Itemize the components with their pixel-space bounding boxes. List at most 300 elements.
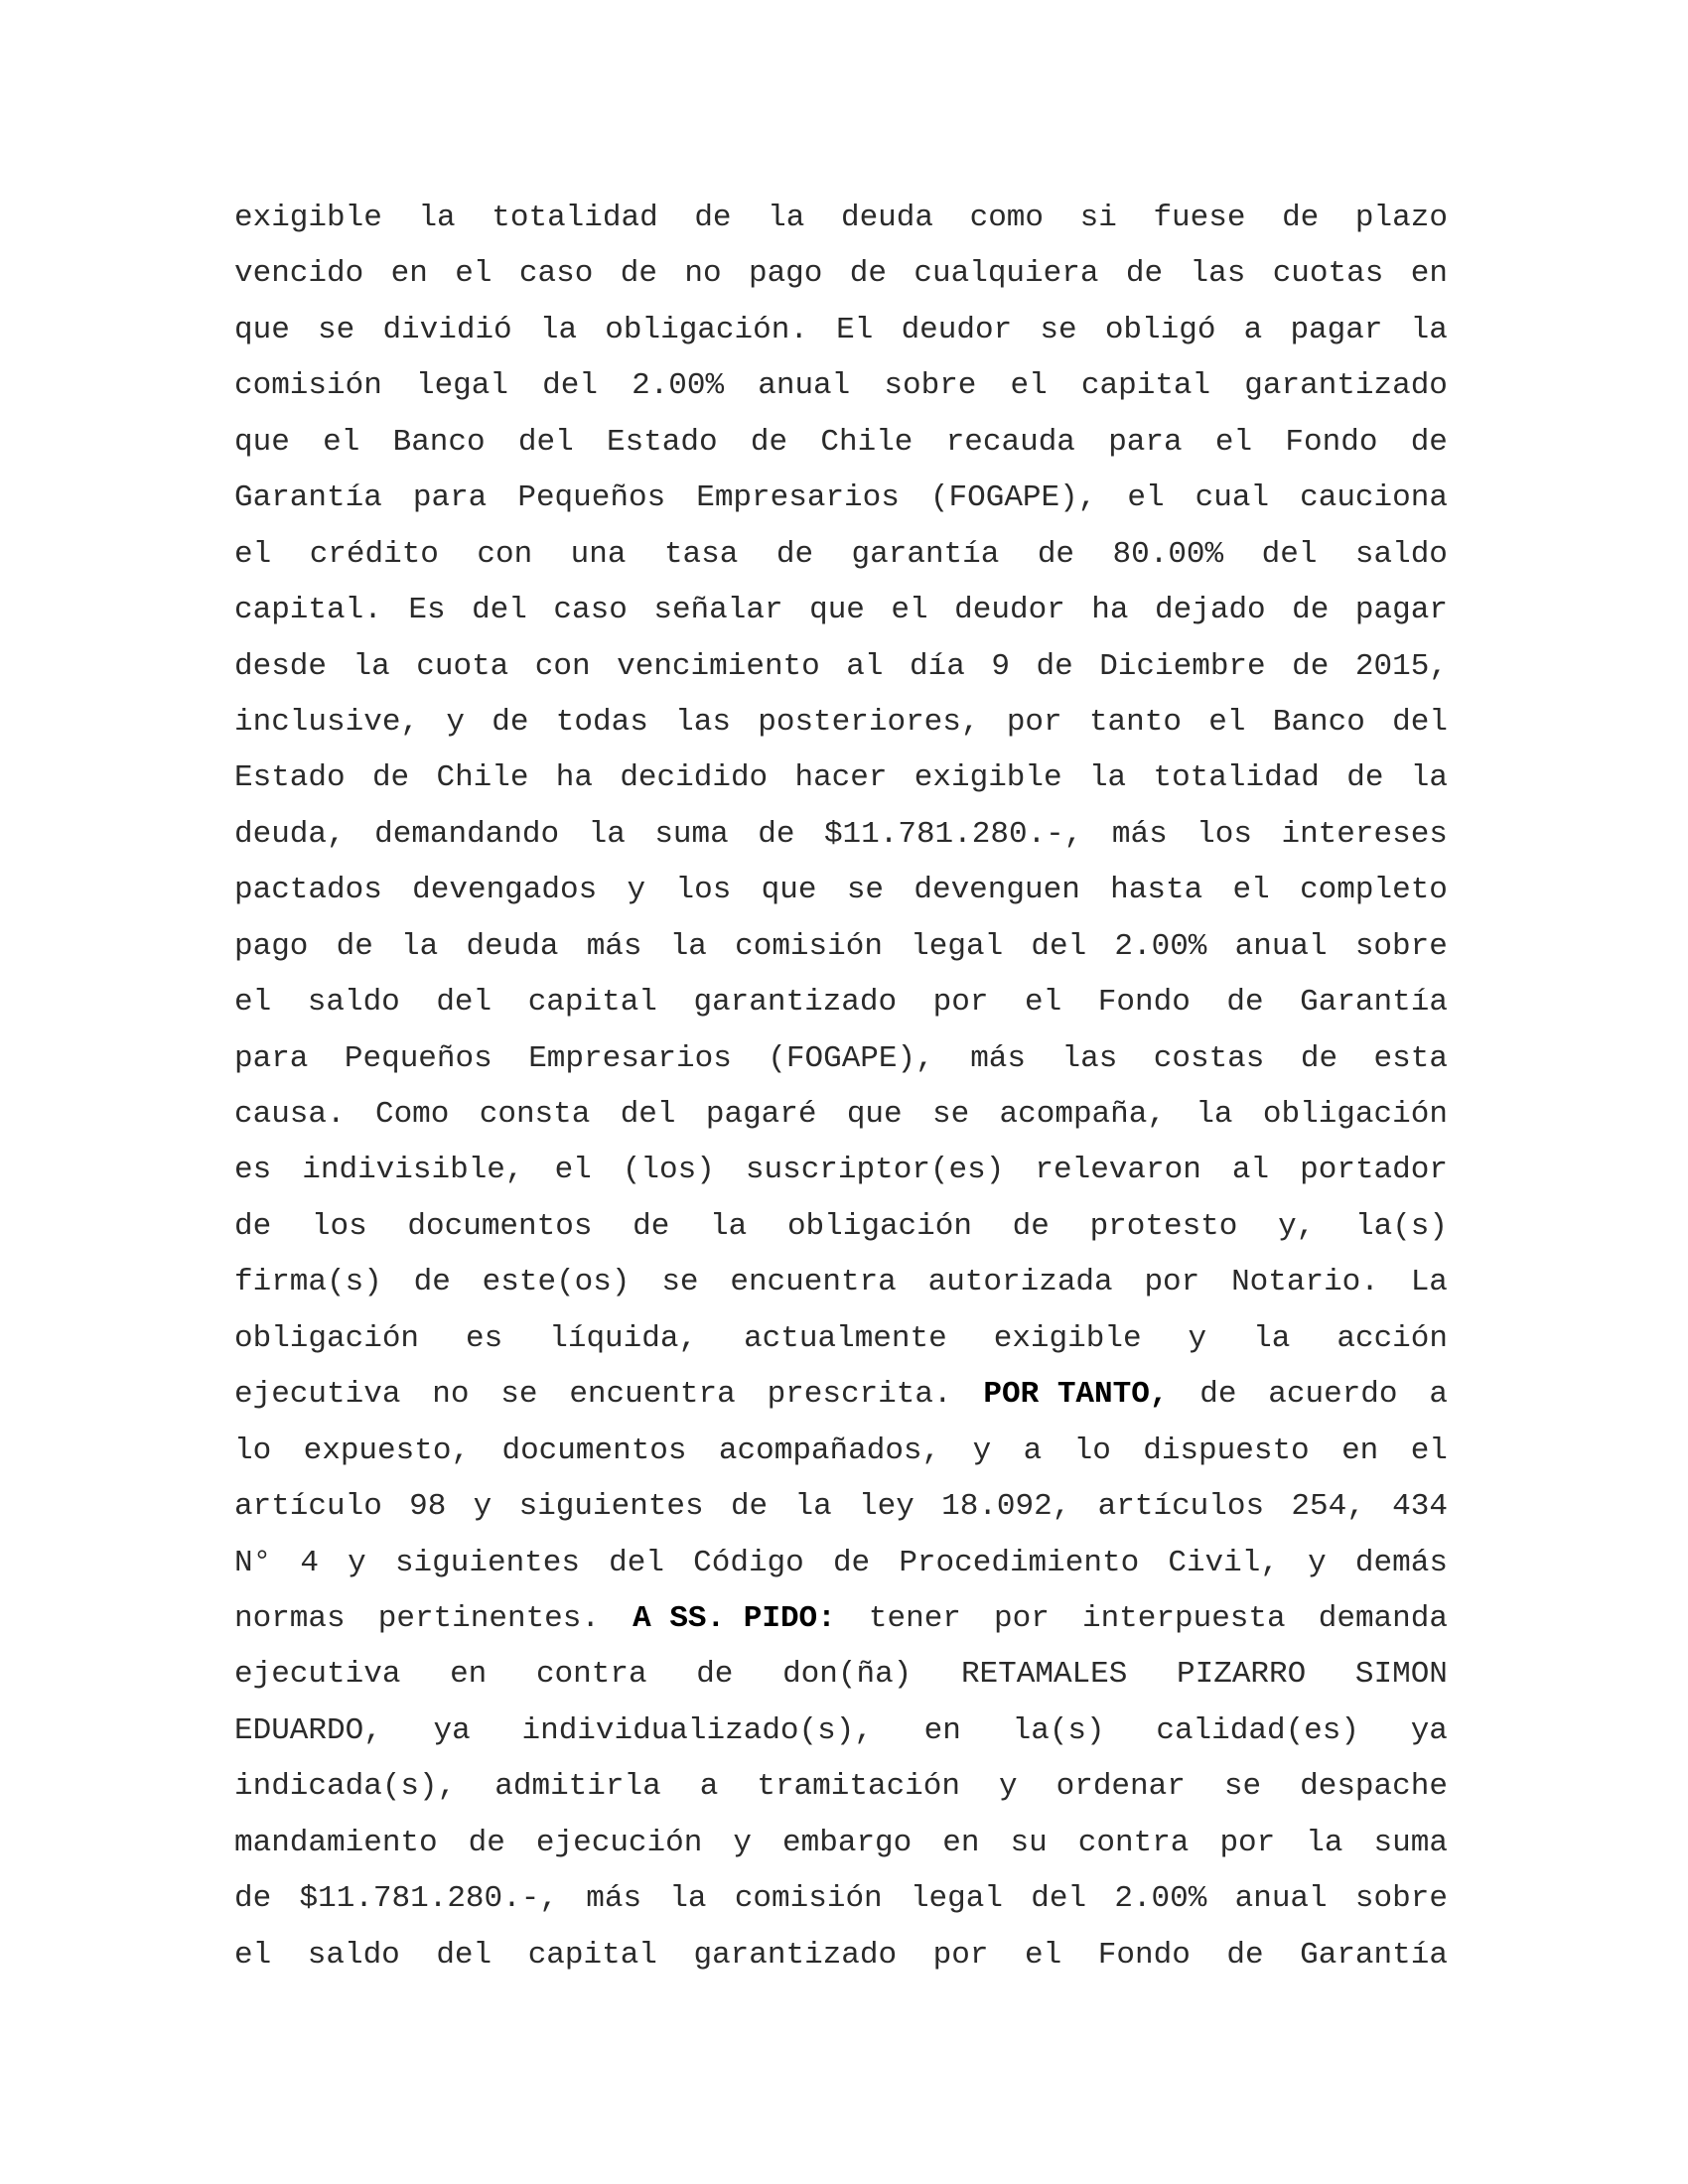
word: crédito — [309, 536, 439, 572]
word: se — [318, 312, 355, 347]
word: (FOGAPE), — [768, 1040, 934, 1076]
word: en — [1410, 256, 1448, 292]
body-text — [234, 191, 1448, 1983]
word: que — [234, 424, 290, 460]
word: la — [1196, 1097, 1233, 1132]
word: del — [1031, 928, 1087, 964]
word: más — [1111, 816, 1168, 852]
word: Empresarios — [696, 480, 900, 516]
word: del — [609, 1545, 664, 1580]
word: del — [517, 424, 574, 460]
word: su — [1010, 1825, 1048, 1860]
bold-heading-word: A SS. PIDO: — [633, 1600, 836, 1636]
word: documentos — [501, 1433, 687, 1468]
word: legal — [910, 1881, 1003, 1917]
word: plazo — [1354, 201, 1448, 235]
word: calidad(es) — [1156, 1712, 1359, 1748]
word: indivisible, — [302, 1153, 524, 1188]
word: encuentra — [730, 1265, 897, 1300]
word: tanto — [1088, 704, 1182, 740]
text-line — [234, 527, 1448, 583]
word: la — [794, 1489, 832, 1525]
word: de — [730, 1489, 769, 1525]
word: a — [1429, 1377, 1448, 1413]
word: dividió — [382, 312, 512, 347]
word: devengados — [412, 873, 598, 908]
word: del — [1031, 1881, 1087, 1917]
word: cauciona — [1300, 480, 1448, 516]
text-line — [234, 1367, 1448, 1423]
word: 434 — [1392, 1489, 1448, 1525]
text-line — [234, 246, 1448, 302]
word: saldo — [1354, 536, 1448, 572]
word: Garantía — [1300, 985, 1448, 1021]
word: pagaré — [705, 1097, 817, 1132]
word: exigible — [914, 760, 1062, 796]
word: de — [1226, 985, 1264, 1021]
word: de — [1125, 256, 1164, 292]
word: tramitación — [757, 1769, 960, 1805]
word: del — [472, 593, 527, 628]
word: capital — [1080, 368, 1211, 404]
word: 18.092, — [941, 1489, 1071, 1525]
word: la — [1410, 312, 1448, 347]
word: esta — [1373, 1040, 1448, 1076]
word: al — [846, 648, 884, 684]
word: los — [1196, 816, 1252, 852]
word: la — [539, 312, 578, 347]
word: ha — [1091, 593, 1129, 628]
word: don(ña) — [782, 1657, 913, 1693]
word: de — [1292, 648, 1330, 684]
word: garantizado — [693, 985, 898, 1021]
word: capital — [527, 985, 657, 1021]
word: RETAMALES — [960, 1657, 1128, 1693]
word: se — [661, 1265, 699, 1300]
word: protesto — [1089, 1208, 1238, 1244]
word: pagar — [1290, 312, 1383, 347]
word: más — [970, 1040, 1027, 1076]
word: SIMON — [1354, 1657, 1448, 1693]
word: Procedimiento — [899, 1545, 1140, 1580]
word: el — [1232, 873, 1270, 908]
word: Fondo — [1097, 985, 1191, 1021]
word: Es — [408, 593, 446, 628]
word: de — [234, 1881, 272, 1917]
word: Notario. — [1231, 1265, 1379, 1300]
text-line — [234, 639, 1448, 695]
word: obligación — [234, 1320, 420, 1356]
word: acompañados, — [718, 1433, 941, 1468]
word: al — [1231, 1153, 1270, 1188]
word: Fondo — [1285, 424, 1378, 460]
word: ley — [859, 1489, 914, 1525]
text-line — [234, 807, 1448, 863]
word: 98 — [409, 1489, 447, 1525]
word: 2.00% — [1114, 928, 1207, 964]
word: posteriores, — [758, 704, 980, 740]
word: acción — [1336, 1320, 1448, 1356]
word: el — [554, 1153, 592, 1188]
word: el — [455, 256, 492, 292]
text-line — [234, 695, 1448, 751]
word: expuesto, — [303, 1433, 471, 1468]
text-line — [234, 1928, 1448, 1983]
word: la — [1253, 1320, 1291, 1356]
word: para — [1108, 424, 1183, 460]
word: pactados — [234, 873, 382, 908]
word: Pequeños — [344, 1040, 492, 1076]
word: saldo — [307, 985, 400, 1021]
word: hacer — [794, 760, 888, 796]
word: más — [586, 928, 642, 964]
text-line — [234, 1536, 1448, 1591]
word: pago — [748, 256, 823, 292]
word: del — [1261, 536, 1318, 572]
word: tener — [868, 1600, 961, 1636]
word: costas — [1153, 1040, 1265, 1076]
word: que — [809, 593, 865, 628]
word: con — [534, 648, 591, 684]
word: exigible — [234, 201, 382, 235]
text-line — [234, 358, 1448, 414]
word: ya — [433, 1712, 471, 1748]
word: hasta — [1110, 873, 1203, 908]
word: la — [1088, 760, 1127, 796]
word: el — [1208, 704, 1246, 740]
text-line — [234, 1591, 1448, 1647]
word: con — [477, 536, 533, 572]
word: cual — [1195, 480, 1270, 516]
word: capital — [527, 1937, 657, 1973]
word: de — [620, 256, 657, 292]
word: EDUARDO, — [234, 1712, 382, 1748]
word: y — [1188, 1320, 1207, 1356]
word: de — [468, 1825, 505, 1860]
word: comisión — [735, 928, 883, 964]
word: se — [846, 873, 885, 908]
word: acuerdo — [1268, 1377, 1398, 1413]
word: de — [1037, 536, 1075, 572]
word: 80.00% — [1112, 536, 1224, 572]
word: de — [775, 536, 814, 572]
word: cuotas — [1272, 256, 1384, 292]
word: individualizado(s), — [521, 1712, 873, 1748]
word: sobre — [884, 368, 977, 404]
word: líquida, — [549, 1320, 698, 1356]
word: interpuesta — [1081, 1600, 1286, 1636]
word: los — [311, 1208, 367, 1244]
word: de — [1199, 1377, 1237, 1413]
text-line — [234, 919, 1448, 975]
word: no — [432, 1377, 470, 1413]
word: obligación — [1262, 1097, 1448, 1132]
word: consta — [479, 1097, 591, 1132]
word: Garantía — [1300, 1937, 1448, 1973]
word: dispuesto — [1143, 1433, 1310, 1468]
word: de — [1346, 760, 1384, 796]
word: y — [1308, 1545, 1327, 1580]
word: prescrita. — [767, 1377, 952, 1413]
word: contra — [1077, 1825, 1190, 1860]
word: del — [1392, 704, 1448, 740]
word: la(s) — [1354, 1208, 1448, 1244]
word: en — [390, 256, 428, 292]
word: portador — [1300, 1153, 1448, 1188]
word: capital. — [234, 593, 382, 628]
text-line — [234, 1199, 1448, 1255]
word: de — [1300, 1040, 1338, 1076]
word: de — [1226, 1937, 1264, 1973]
word: deudor — [901, 312, 1013, 347]
word: dejado — [1155, 593, 1266, 628]
word: contra — [535, 1657, 647, 1693]
word: Garantía — [234, 480, 382, 516]
text-line — [234, 1311, 1448, 1367]
word: no — [684, 256, 722, 292]
text-line — [234, 415, 1448, 471]
word: de — [1410, 424, 1448, 460]
word: 2.00% — [1114, 1881, 1207, 1917]
word: en — [450, 1657, 488, 1693]
word: intereses — [1281, 816, 1448, 852]
word: ejecutiva — [234, 1657, 401, 1693]
word: $11.781.280.-, — [299, 1881, 558, 1917]
word: la — [669, 1881, 707, 1917]
word: admitirla — [494, 1769, 661, 1805]
word: lo — [1073, 1433, 1111, 1468]
word: de — [758, 816, 795, 852]
word: por — [932, 1937, 989, 1973]
word: Banco — [392, 424, 486, 460]
word: siguientes — [394, 1545, 580, 1580]
word: en — [1341, 1433, 1379, 1468]
word: el — [1025, 1937, 1062, 1973]
word: el — [234, 1937, 272, 1973]
word: del — [542, 368, 598, 404]
word: por — [1144, 1265, 1200, 1300]
word: el — [1214, 424, 1253, 460]
word: de — [696, 1657, 734, 1693]
word: indicada(s), — [234, 1769, 457, 1805]
word: para — [412, 480, 488, 516]
text-line — [234, 471, 1448, 526]
word: y — [999, 1769, 1018, 1805]
word: en — [923, 1712, 961, 1748]
word: la — [1306, 1825, 1343, 1860]
word: las — [1061, 1040, 1118, 1076]
word: de — [750, 424, 788, 460]
word: la — [588, 816, 626, 852]
word: Diciembre — [1099, 648, 1266, 684]
word: el — [323, 424, 360, 460]
word: legal — [415, 368, 508, 404]
word: que — [846, 1097, 903, 1132]
word: de — [336, 928, 373, 964]
word: como — [969, 201, 1045, 235]
word: de — [1282, 201, 1320, 235]
word: caso — [553, 593, 628, 628]
word: de — [633, 1208, 670, 1244]
word: anual — [1234, 928, 1328, 964]
text-line — [234, 1816, 1448, 1871]
word: señalar — [653, 593, 783, 628]
word: una — [570, 536, 627, 572]
word: garantizado — [693, 1937, 898, 1973]
word: del — [436, 985, 492, 1021]
word: siguientes — [518, 1489, 704, 1525]
word: (los) — [622, 1153, 715, 1188]
word: N° — [234, 1545, 272, 1580]
word: pagar — [1354, 593, 1448, 628]
word: ejecutiva — [234, 1377, 401, 1413]
word: el — [1410, 1433, 1448, 1468]
word: 2.00% — [632, 368, 725, 404]
word: ha — [555, 760, 594, 796]
word: ya — [1410, 1712, 1448, 1748]
word: Código — [693, 1545, 804, 1580]
text-line — [234, 1704, 1448, 1759]
word: vencido — [234, 256, 364, 292]
text-line — [234, 751, 1448, 806]
word: Fondo — [1097, 1937, 1191, 1973]
word: de — [1292, 593, 1330, 628]
word: El — [836, 312, 874, 347]
word: Chile — [436, 760, 529, 796]
word: y — [446, 704, 465, 740]
word: completo — [1300, 873, 1448, 908]
word: comisión — [234, 368, 382, 404]
word: este(os) — [482, 1265, 631, 1300]
text-line — [234, 863, 1448, 918]
text-line — [234, 1871, 1448, 1927]
word: lo — [234, 1433, 272, 1468]
word: el — [234, 985, 272, 1021]
word: (FOGAPE), — [929, 480, 1097, 516]
word: se — [931, 1097, 970, 1132]
word: por — [994, 1600, 1050, 1636]
text-line — [234, 1479, 1448, 1535]
text-line — [234, 583, 1448, 638]
word: que — [234, 312, 290, 347]
word: se — [500, 1377, 538, 1413]
word: anual — [1234, 1881, 1328, 1917]
word: es — [466, 1320, 503, 1356]
word: de — [832, 1545, 871, 1580]
word: garantizado — [1244, 368, 1448, 404]
word: y — [473, 1489, 492, 1525]
word: a — [1243, 312, 1263, 347]
word: suma — [654, 816, 729, 852]
word: las — [675, 704, 731, 740]
word: Como — [374, 1097, 450, 1132]
word: cuota — [416, 648, 509, 684]
word: Estado — [606, 424, 718, 460]
word: la — [710, 1208, 748, 1244]
word: deuda, — [234, 816, 346, 852]
word: anual — [758, 368, 851, 404]
word: embargo — [782, 1825, 913, 1860]
text-line — [234, 1759, 1448, 1815]
word: pago — [234, 928, 309, 964]
word: las — [1190, 256, 1246, 292]
text-line — [234, 1143, 1448, 1198]
word: inclusive, — [234, 704, 420, 740]
word: mandamiento — [234, 1825, 438, 1860]
word: deuda — [840, 201, 933, 235]
word: PIZARRO — [1177, 1657, 1307, 1693]
word: ordenar — [1055, 1769, 1186, 1805]
word: de — [1012, 1208, 1050, 1244]
word: el — [1127, 480, 1165, 516]
word: la — [418, 201, 456, 235]
word: Estado — [234, 760, 346, 796]
word: Pequeños — [517, 480, 666, 516]
word: obligación. — [605, 312, 808, 347]
word: por — [1006, 704, 1062, 740]
word: $11.781.280.-, — [823, 816, 1083, 852]
word: demanda — [1318, 1600, 1448, 1636]
word: se — [1223, 1769, 1262, 1805]
word: tasa — [663, 536, 739, 572]
word: normas — [234, 1600, 346, 1636]
word: y — [627, 873, 646, 908]
word: caso — [518, 256, 594, 292]
word: obligación — [786, 1208, 972, 1244]
word: deudor — [954, 593, 1065, 628]
word: la(s) — [1012, 1712, 1105, 1748]
word: a — [1023, 1433, 1043, 1468]
word: del — [620, 1097, 676, 1132]
word: la — [352, 648, 390, 684]
word: el — [1010, 368, 1048, 404]
word: 2015, — [1354, 648, 1448, 684]
word: de — [371, 760, 410, 796]
word: Empresarios — [528, 1040, 732, 1076]
word: firma(s) — [234, 1265, 382, 1300]
word: pertinentes. — [377, 1600, 600, 1636]
word: 4 — [300, 1545, 319, 1580]
word: artículos — [1097, 1489, 1265, 1525]
word: demandando — [374, 816, 560, 852]
word: sobre — [1354, 1881, 1448, 1917]
word: acompaña, — [999, 1097, 1166, 1132]
word: por — [1219, 1825, 1276, 1860]
word: más — [586, 1881, 642, 1917]
word: Civil, — [1168, 1545, 1279, 1580]
text-line — [234, 303, 1448, 358]
word: exigible — [993, 1320, 1142, 1356]
word: totalidad — [492, 201, 658, 235]
word: la — [669, 928, 707, 964]
word: y — [972, 1433, 992, 1468]
word: vencimiento — [617, 648, 820, 684]
word: garantía — [851, 536, 1000, 572]
word: es — [234, 1153, 272, 1188]
word: actualmente — [744, 1320, 947, 1356]
word: de — [694, 201, 732, 235]
word: a — [699, 1769, 719, 1805]
word: 254, — [1291, 1489, 1365, 1525]
word: encuentra — [569, 1377, 736, 1413]
word: el — [234, 536, 272, 572]
text-line — [234, 1424, 1448, 1479]
word: se — [1040, 312, 1077, 347]
word: de — [492, 704, 529, 740]
word: la — [1410, 760, 1448, 796]
word: ejecución — [535, 1825, 703, 1860]
word: todas — [555, 704, 648, 740]
